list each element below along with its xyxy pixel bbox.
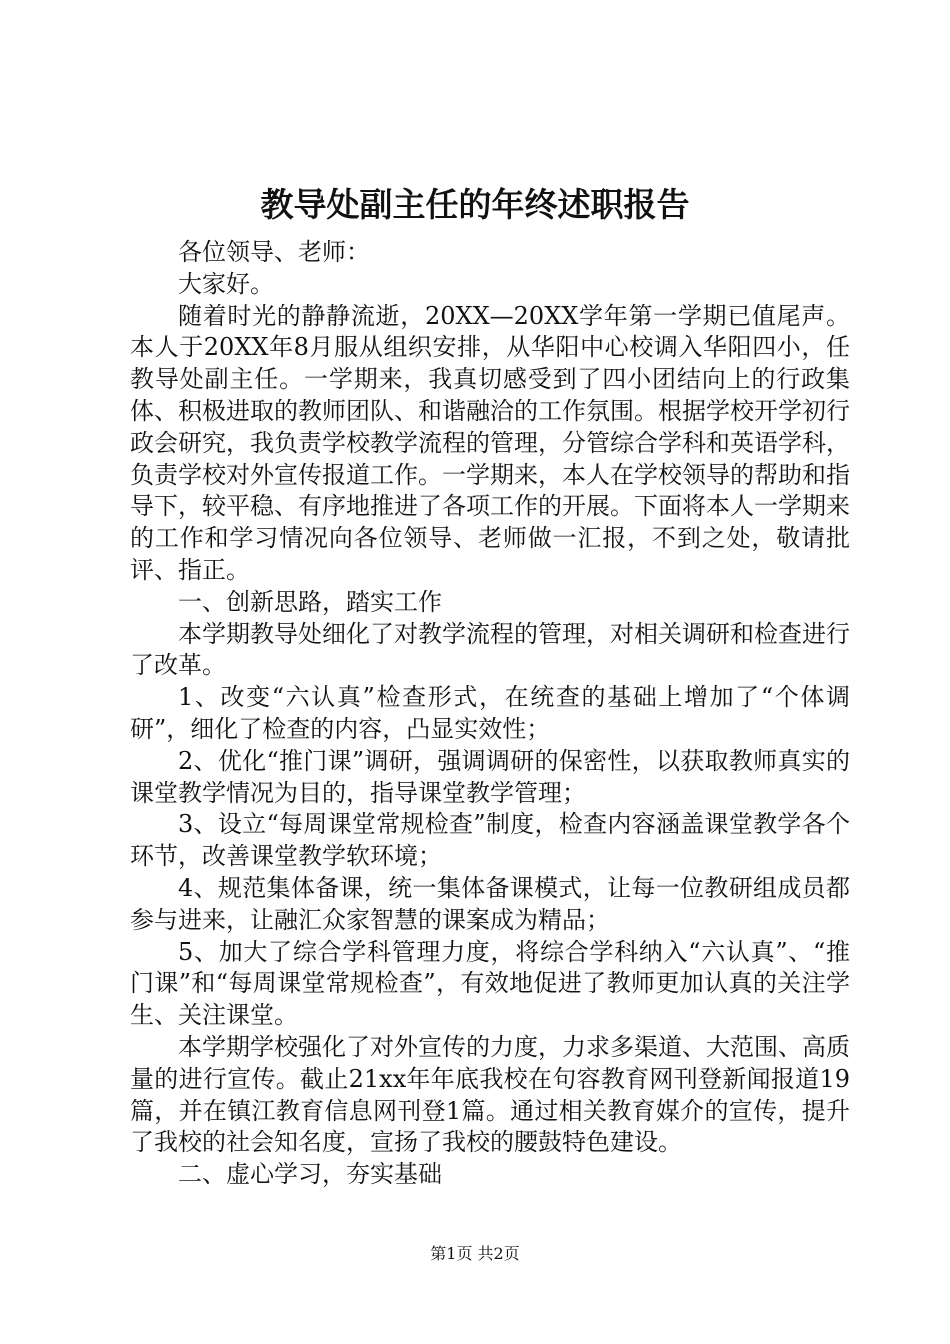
- list-item-5: 5、加大了综合学科管理力度，将综合学科纳入“六认真”、“推门课”和“每周课堂常规检查”，有效地促进了教师更加认真的关注学生、关注课堂。: [130, 937, 850, 1030]
- salutation: 大家好。: [178, 269, 274, 298]
- list-item-2: 2、优化“推门课”调研，强调调研的保密性，以获取教师真实的课堂教学情况为目的，指导课堂教学管理；: [130, 746, 850, 807]
- list-item-1: 1、改变“六认真”检查形式，在统查的基础上增加了“个体调研”，细化了检查的内容，凸显实效性；: [130, 683, 850, 743]
- section-heading-2: 二、虚心学习，夯实基础: [178, 1160, 442, 1189]
- list-item-3: 3、设立“每周课堂常规检查”制度，检查内容涵盖课堂教学各个环节，改善课堂教学软环境；: [130, 810, 850, 871]
- publicity-paragraph: 本学期学校强化了对外宣传的力度，力求多渠道、大范围、高质量的进行宣传。截止21xx年年底我校在句容教育网刊登新闻报道19篇，并在镇江教育信息网刊登1篇。通过相关教育媒介的宣传，提升了我校的社会知名度，宣扬了我校的腰鼓特色建设。: [130, 1032, 850, 1157]
- section-heading-1: 一、创新思路，踏实工作: [178, 587, 442, 616]
- page-footer: 第1页 共2页: [430, 1244, 520, 1263]
- list-item-4: 4、规范集体备课，统一集体备课模式，让每一位教研组成员都参与进来，让融汇众家智慧的课案成为精品；: [130, 873, 850, 934]
- document-title: 教导处副主任的年终述职报告: [260, 185, 690, 224]
- section-1-intro: 本学期教导处细化了对教学流程的管理，对相关调研和检查进行了改革。: [130, 619, 850, 680]
- intro-paragraph: 随着时光的静静流逝，20XX—20XX学年第一学期已值尾声。本人于20XX年8月服从组织安排，从华阳中心校调入华阳四小，任教导处副主任。一学期来，我真切感受到了四小团结向上的行政集体、积极进取的教师团队、和谐融洽的工作氛围。根据学校开学初行政会研究，我负责学校教学流程的管理，分管综合学科和英语学科，负责学校对外宣传报道工作。一学期来，本人在学校领导的帮助和指导下，较平稳、有序地推进了各项工作的开展。下面将本人一学期来的工作和学习情况向各位领导、老师做一汇报，不到之处，敬请批评、指正。: [130, 301, 850, 584]
- greeting: 各位领导、老师：: [178, 238, 370, 266]
- document-body: [130, 237, 850, 1191]
